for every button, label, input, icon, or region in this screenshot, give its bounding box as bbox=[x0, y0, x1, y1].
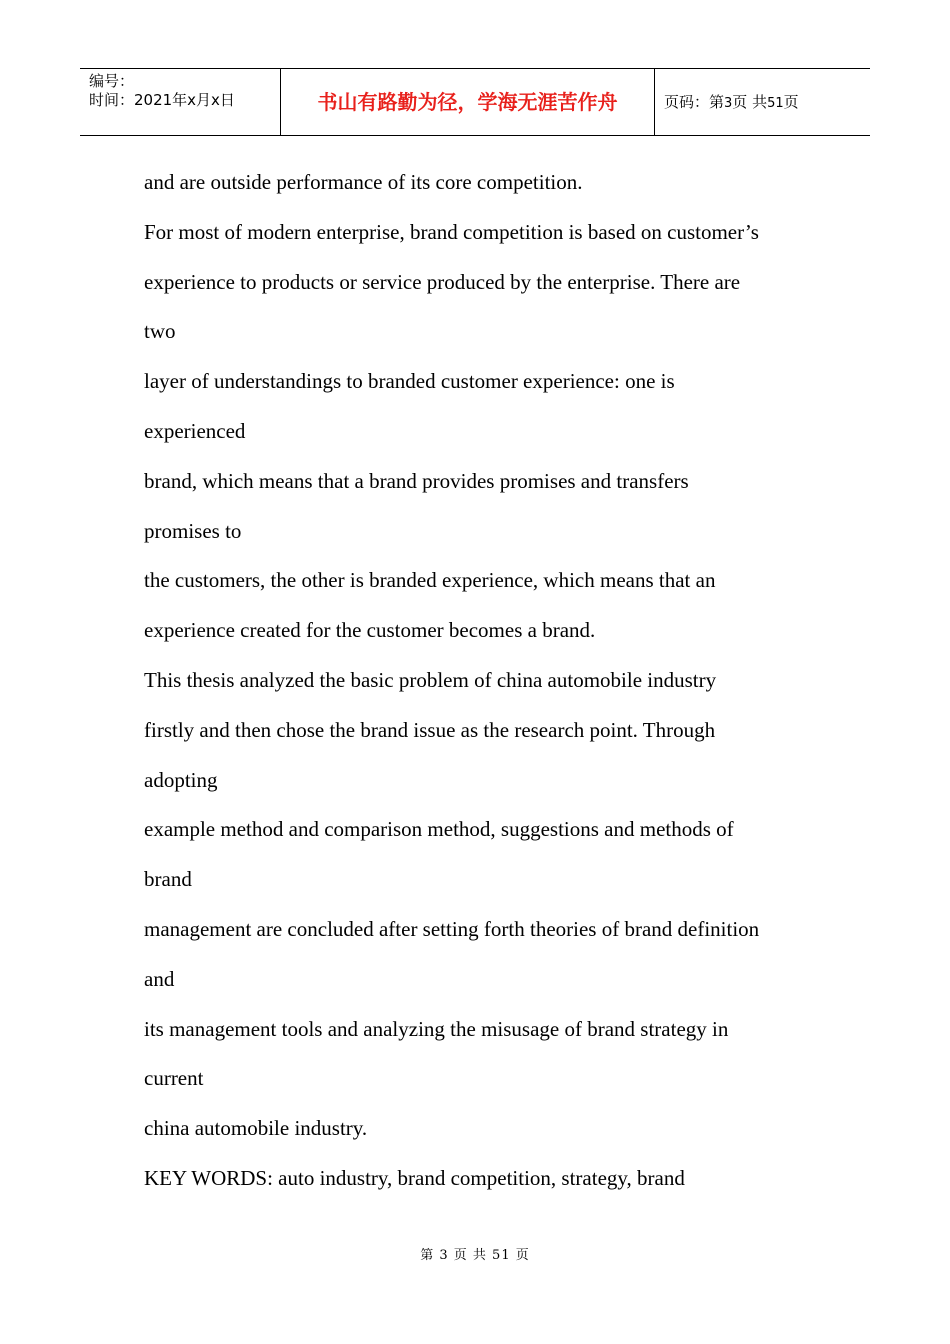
body-line: current bbox=[144, 1066, 204, 1091]
header-page-current: 3 bbox=[724, 96, 733, 111]
body-line: and are outside performance of its core competition. bbox=[144, 170, 583, 194]
header-motto: 书山有路勤为径，学海无涯苦作舟 bbox=[281, 69, 655, 135]
body-line: promises to bbox=[144, 518, 242, 543]
body-line: management are concluded after setting forth theories of brand definition bbox=[144, 916, 760, 941]
page-footer: 第 3 页 共 51 页 bbox=[420, 1248, 530, 1263]
body-line: the customers, the other is branded experience, which means that an bbox=[144, 568, 716, 593]
header-page-suffix: 页 bbox=[783, 93, 799, 111]
body-line: its management tools and analyzing the misusage of brand strategy in bbox=[144, 1016, 729, 1041]
header-time-label: 时间：2021年x月x日 bbox=[89, 91, 235, 109]
page-header bbox=[80, 68, 870, 136]
body-line: brand bbox=[144, 867, 192, 892]
body-line: This thesis analyzed the basic problem of china automobile industry bbox=[144, 667, 717, 692]
body-line: layer of understandings to branded customer experience: one is bbox=[144, 369, 675, 394]
header-number-label: 编号： bbox=[89, 72, 135, 90]
body-line: firstly and then chose the brand issue as the research point. Through bbox=[144, 717, 716, 742]
body-line: china automobile industry. bbox=[144, 1116, 368, 1141]
header-meta-cell bbox=[80, 69, 281, 135]
body-line: KEY WORDS: auto industry, brand competition, strategy, brand bbox=[144, 1165, 685, 1190]
body-line: and bbox=[144, 966, 175, 991]
body-line: experience to products or service produced by the enterprise. There are bbox=[144, 269, 741, 294]
header-page-info bbox=[655, 69, 870, 135]
header-page-prefix: 页码：第 bbox=[664, 93, 725, 111]
document-body bbox=[144, 158, 814, 1204]
body-line: brand, which means that a brand provides promises and transfers bbox=[144, 468, 689, 493]
body-line: two bbox=[144, 319, 176, 344]
body-line: experienced bbox=[144, 418, 246, 443]
body-line: experience created for the customer becomes a brand. bbox=[144, 618, 596, 643]
header-page-total: 51 bbox=[767, 96, 784, 111]
body-line: adopting bbox=[144, 767, 218, 792]
body-line: example method and comparison method, suggestions and methods of bbox=[144, 817, 734, 842]
body-line: For most of modern enterprise, brand competition is based on customer’s bbox=[144, 219, 759, 244]
header-page-middle: 页 共 bbox=[732, 93, 768, 111]
